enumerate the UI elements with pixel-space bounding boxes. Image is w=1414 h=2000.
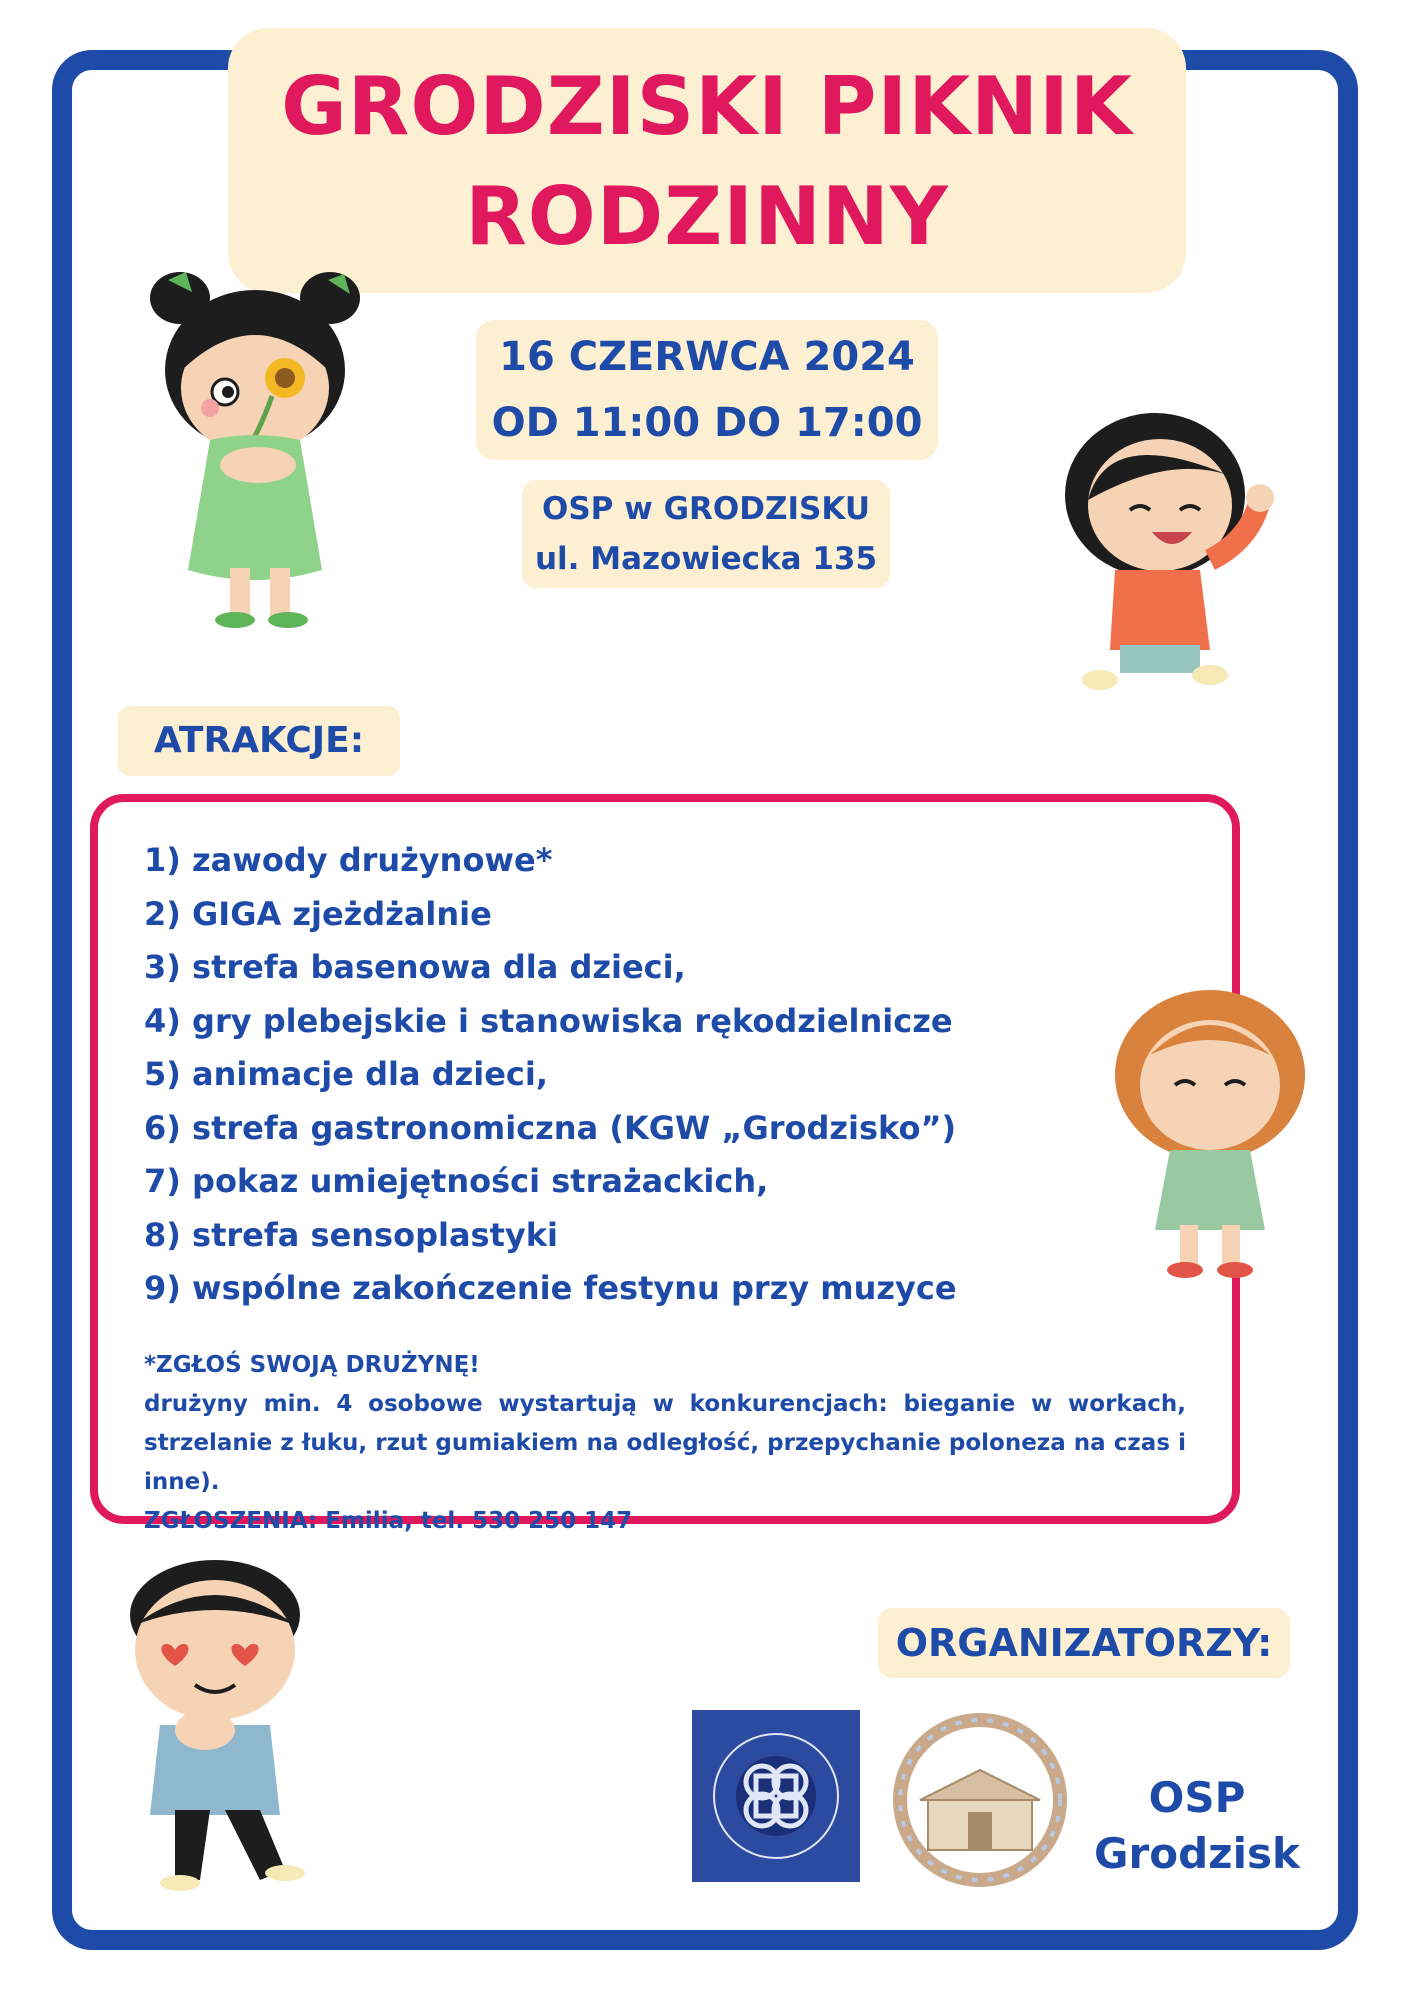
attractions-box <box>90 794 1240 1534</box>
list-item: 8) strefa sensoplastyki <box>144 1215 558 1254</box>
laughing-girl-illustration <box>1060 410 1280 700</box>
boy-heart-eyes-illustration <box>115 1555 325 1895</box>
poster-title <box>228 28 1186 293</box>
event-date-time <box>476 320 938 460</box>
osp-line-1: OSP <box>1148 1773 1246 1822</box>
organizers-label: ORGANIZATORZY: <box>878 1608 1290 1678</box>
list-item: 1) zawody drużynowe* <box>144 841 553 879</box>
list-item: 6) strefa gastronomiczna (KGW „Grodzisko”) <box>144 1108 957 1147</box>
girl-with-sunflower-illustration <box>140 270 370 635</box>
note-heading: *ZGŁOŚ SWOJĄ DRUŻYNĘ! <box>144 1351 480 1378</box>
event-location <box>522 480 890 588</box>
osp-line-2: Grodzisk <box>1094 1829 1300 1878</box>
event-date: 16 CZERWCA 2024 <box>499 334 915 380</box>
title-line-1: GRODZISKI PIKNIK <box>281 60 1133 153</box>
list-item: 4) gry plebejskie i stanowiska rękodzielnicze <box>144 1001 953 1040</box>
note-body: drużyny min. 4 osobowe wystartują w konkurencjach: bieganie w workach, strzelanie z łuku, rzut gumiakiem na odległość, przepychanie poloneza na czas i inne). <box>144 1390 1186 1495</box>
list-item: 2) GIGA zjeżdżalnie <box>144 894 492 933</box>
location-address: ul. Mazowiecka 135 <box>534 541 878 577</box>
attractions-label: ATRAKCJE: <box>118 706 400 776</box>
list-item: 7) pokaz umiejętności strażackich, <box>144 1162 769 1200</box>
kgw-grodzisko-logo <box>880 1700 1100 1900</box>
attractions-list <box>144 834 1186 1316</box>
wreath-emblem-icon <box>880 1700 1100 1900</box>
reenactment-group-logo <box>692 1710 860 1882</box>
note-contact: ZGŁOSZENIA: Emilia, tel. 530 250 147 <box>144 1507 633 1534</box>
list-item: 3) strefa basenowa dla dzieci, <box>144 948 686 986</box>
list-item: 5) animacje dla dzieci, <box>144 1055 548 1093</box>
giggling-girl-illustration <box>1110 985 1310 1285</box>
osp-grodzisk-organizer <box>1082 1770 1312 1882</box>
event-time: OD 11:00 DO 17:00 <box>491 400 923 446</box>
celtic-knot-icon <box>692 1710 860 1882</box>
team-signup-note <box>144 1346 1186 1541</box>
title-line-2: RODZINNY <box>465 170 949 263</box>
list-item: 9) wspólne zakończenie festynu przy muzyce <box>144 1269 957 1307</box>
location-name: OSP w GRODZISKU <box>541 491 870 527</box>
